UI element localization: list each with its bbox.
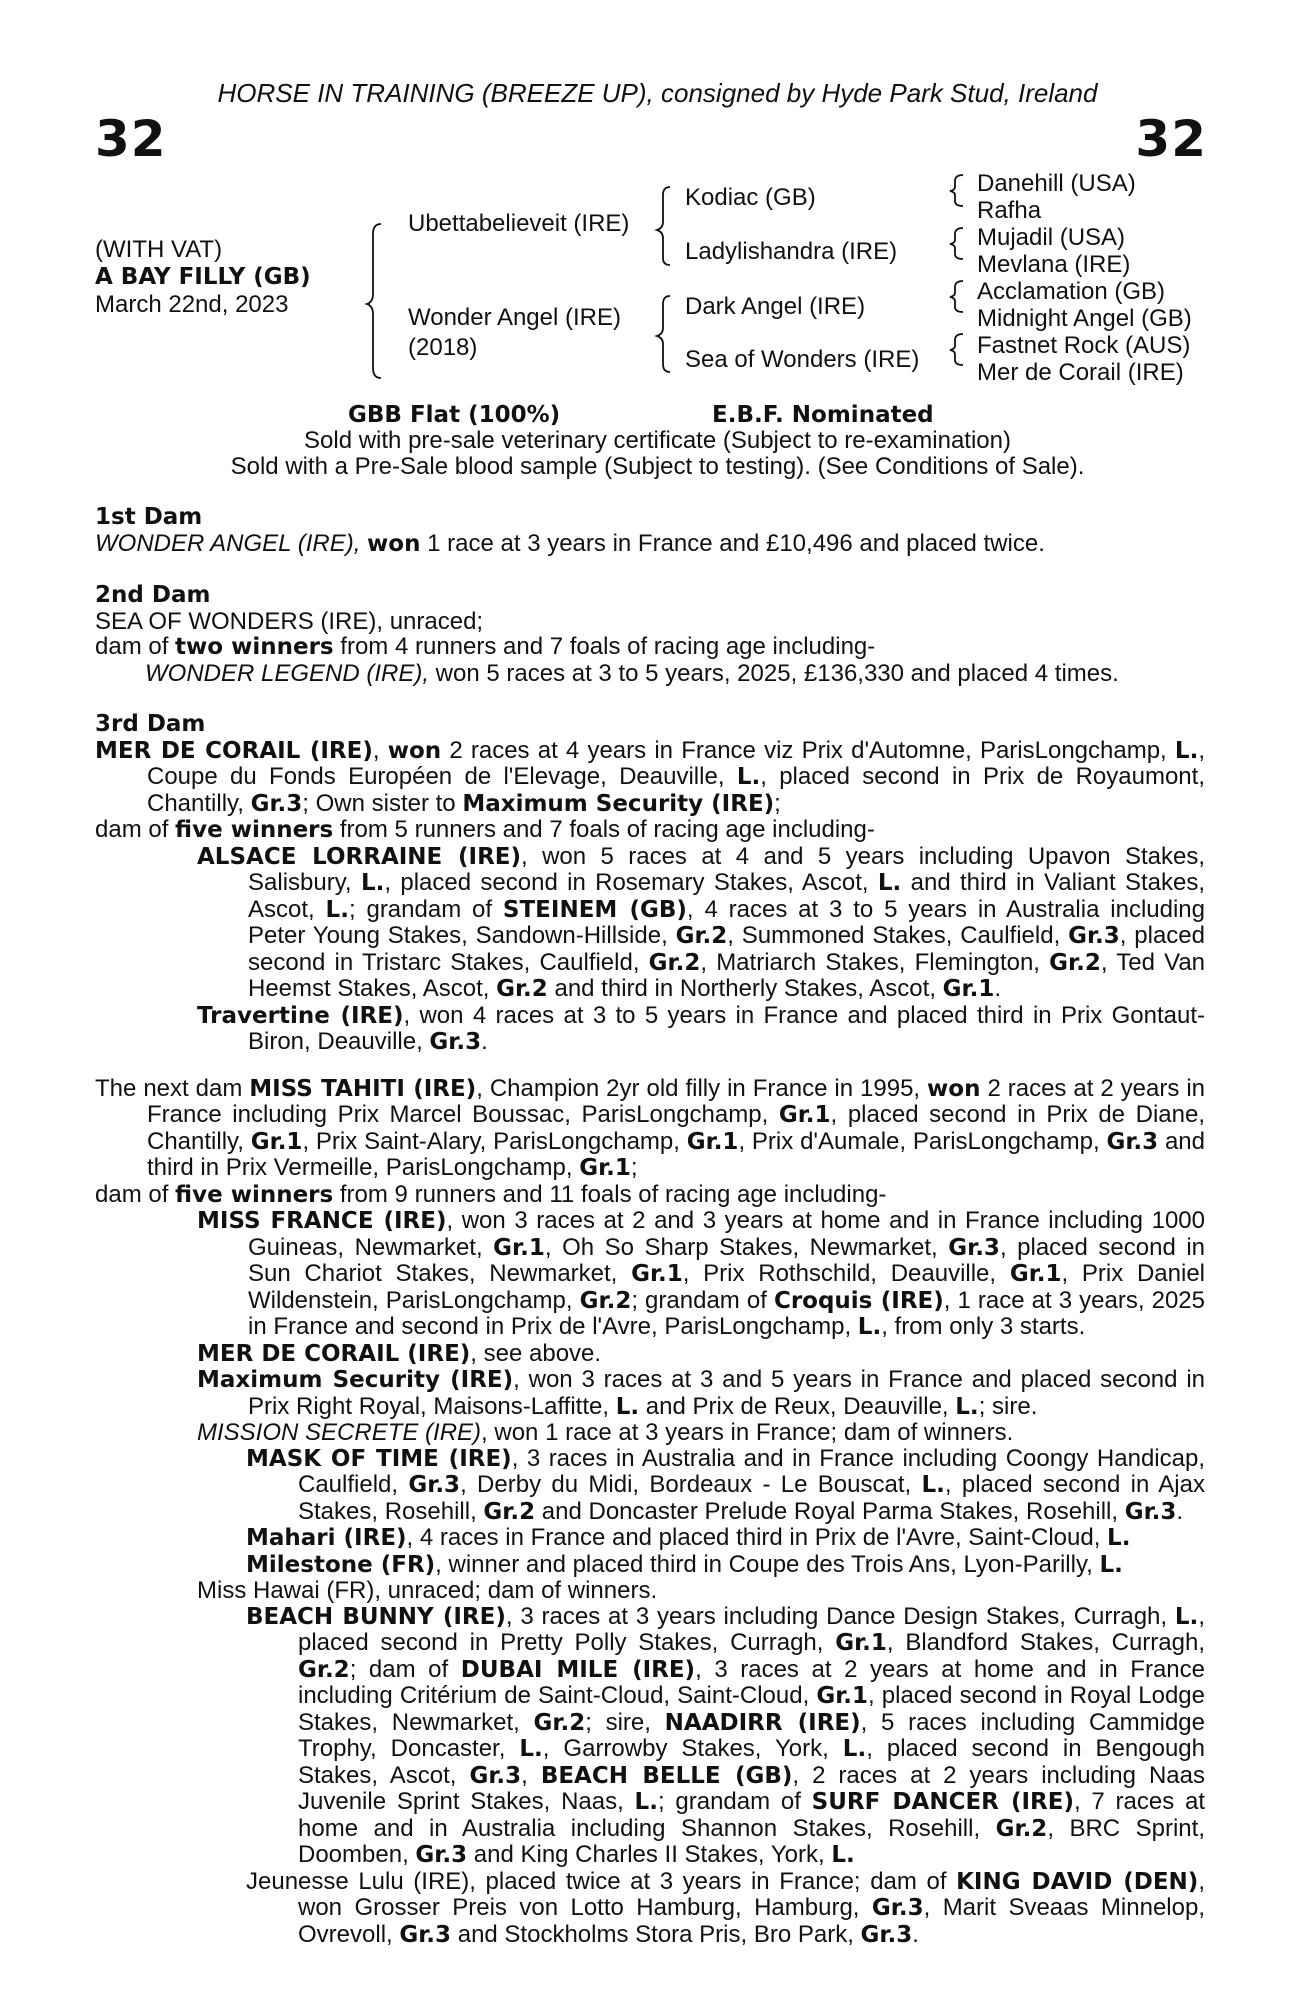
second-dam-progeny — [95, 661, 1205, 687]
sire-dam: Ladylishandra (IRE) — [685, 238, 898, 265]
progeny-mer-de-corail: MER DE CORAIL (IRE), see above. — [197, 1339, 602, 1367]
dam-of-winners: two winners — [175, 634, 334, 660]
second-dam-heading: 2nd Dam — [95, 582, 211, 608]
catalogue-body — [95, 505, 1205, 1948]
progeny-maximum-security: Maximum Security (IRE), won 3 races at 3 and 5 years in France and placed second in Prix Right Royal, Maisons-Laffitte, L. and Prix de Reux, Deauville, L.; sire. — [197, 1366, 1205, 1420]
vat-note: (WITH VAT) — [95, 236, 223, 263]
progeny-mahari: Mahari (IRE), 4 races in France and placed third in Prix de l'Avre, Saint-Cloud, L. — [246, 1524, 1131, 1551]
next-dam-produce-summary: dam of five winners from 9 runners and 11 foals of racing age including- — [95, 1180, 887, 1208]
dam-dam-sire: Fastnet Rock (AUS) — [977, 332, 1191, 359]
dam-year: (2018) — [408, 334, 478, 361]
progeny-miss-france: MISS FRANCE (IRE), won 3 races at 2 and 3 years at home and in France including 1000 Guineas, Newmarket, Gr.1, Oh So Sharp Stakes, Newmarket, Gr.3, placed second in Sun Chariot Stakes, Newmarket, Gr.1, Prix Rothschild, Deauville, Gr.1, Prix Daniel Wildenstein, ParisLongchamp, Gr.2; grandam of Croquis (IRE), 1 race at 3 years, 2025 in France and second in Prix de l'Avre, ParisLongchamp, L., from only 3 starts. — [197, 1207, 1206, 1340]
progeny-mission-secrete: MISSION SECRETE (IRE), won 1 race at 3 years in France; dam of winners. — [197, 1419, 1014, 1446]
progeny-beach-bunny: BEACH BUNNY (IRE), 3 races at 3 years including Dance Design Stakes, Curragh, L., placed second in Pretty Polly Stakes, Curragh, Gr.1, Blandford Stakes, Curragh, Gr.2; dam of DUBAI MILE (IRE), 3 races at 2 years at home and in France including Critérium de Saint-Cloud, Saint-Cloud, Gr.1, placed second in Royal Lodge Stakes, Newmarket, Gr.2; sire, NAADIRR (IRE), 5 races including Cammidge Trophy, Doncaster, L., Garrowby Stakes, York, L., placed second in Bengough Stakes, Ascot, Gr.3, BEACH BELLE (GB), 2 races at 2 years including Naas Juvenile Sprint Stakes, Naas, L.; grandam of SURF DANCER (IRE), 7 races at home and in Australia including Shannon Stakes, Rosehill, Gr.2, BRC Sprint, Doomben, Gr.3 and King Charles II Stakes, York, L. — [246, 1602, 1206, 1868]
progeny-name: WONDER LEGEND (IRE), — [145, 659, 430, 687]
progeny-miss-hawai: Miss Hawai (FR), unraced; dam of winners. — [197, 1577, 658, 1604]
gbb-flat-text: GBB Flat (100%) — [348, 402, 561, 428]
progeny-record: won 5 races at 3 to 5 years, 2025, £136,330 and placed 4 times. — [429, 659, 1119, 687]
second-dam-name: SEA OF WONDERS (IRE), unraced; — [95, 607, 484, 635]
progeny-milestone: Milestone (FR), winner and placed third in Coupe des Trois Ans, Lyon-Parilly, L. — [246, 1550, 1123, 1578]
vet-certificate-note: Sold with pre-sale veterinary certificate (Subject to re-examination) — [304, 427, 1011, 454]
second-dam-produce-summary — [95, 634, 1205, 661]
progeny-travertine: Travertine (IRE), won 4 races at 3 to 5 years in France and placed third in Prix Gontaut-Biron, Deauville, Gr.3. — [197, 1001, 1205, 1055]
page-header: HORSE IN TRAINING (BREEZE UP), consigned by Hyde Park Stud, Ireland — [217, 78, 1098, 108]
dam-sire-dam: Midnight Angel (GB) — [977, 305, 1192, 332]
lot-number-left: 32 — [95, 110, 167, 168]
progeny-jeunesse-lulu: Jeunesse Lulu (IRE), placed twice at 3 years in France; dam of KING DAVID (DEN), won Grosser Preis von Lotto Hamburg, Hamburg, Gr.3, Marit Sveaas Minnelop, Ovrevoll, Gr.3 and Stockholms Stora Pris, Bro Park, Gr.3. — [246, 1867, 1205, 1948]
sire: Ubettabelieveit (IRE) — [408, 210, 630, 237]
first-dam-won: won — [367, 530, 421, 557]
dam-dam-dam: Mer de Corail (IRE) — [977, 359, 1184, 386]
dam: Wonder Angel (IRE) — [408, 304, 621, 331]
dam-of-prefix: dam of — [95, 633, 176, 660]
first-dam-text — [95, 531, 1205, 558]
sire-dam-sire: Mujadil (USA) — [977, 224, 1126, 251]
dam-sire: Dark Angel (IRE) — [685, 293, 866, 320]
dam-of-suffix: from 4 runners and 7 foals of racing age including- — [333, 633, 876, 660]
sire-sire-dam: Rafha — [977, 197, 1042, 224]
third-dam-entry: MER DE CORAIL (IRE), won 2 races at 4 years in France viz Prix d'Automne, ParisLongchamp, L., Coupe du Fonds Européen de l'Elevage, Deauville, L., placed second in Prix de Royaumont, Chantilly, Gr.3; Own sister to Maximum Security (IRE); — [95, 736, 1205, 817]
date-of-birth: March 22nd, 2023 — [95, 291, 289, 318]
first-dam-name: WONDER ANGEL (IRE), — [95, 529, 361, 557]
dam-sire-sire: Acclamation (GB) — [977, 278, 1166, 305]
first-dam-record: 1 race at 3 years in France and £10,496 and placed twice. — [420, 529, 1045, 557]
blood-sample-note: Sold with a Pre-Sale blood sample (Subject to testing). (See Conditions of Sale). — [230, 453, 1085, 480]
first-dam-heading: 1st Dam — [95, 504, 203, 530]
lot-number-right: 32 — [1135, 110, 1207, 168]
lot-name-text: A BAY FILLY (GB) — [95, 264, 311, 290]
sire-sire-sire: Danehill (USA) — [977, 170, 1136, 197]
progeny-mask-of-time: MASK OF TIME (IRE), 3 races in Australia and in France including Coongy Handicap, Caulfield, Gr.3, Derby du Midi, Bordeaux - Le Bouscat, L., placed second in Ajax Stakes, Rosehill, Gr.2 and Doncaster Prelude Royal Parma Stakes, Rosehill, Gr.3. — [246, 1444, 1205, 1525]
ebf-note — [712, 402, 934, 428]
sire-sire: Kodiac (GB) — [685, 184, 816, 211]
third-dam-produce-summary: dam of five winners from 5 runners and 7 foals of racing age including- — [95, 816, 875, 843]
dam-dam: Sea of Wonders (IRE) — [685, 346, 920, 373]
ebf-text: E.B.F. Nominated — [712, 402, 934, 428]
gbb-flat-note — [348, 402, 560, 428]
progeny-alsace-lorraine: ALSACE LORRAINE (IRE), won 5 races at 4 and 5 years including Upavon Stakes, Salisbury, L., placed second in Rosemary Stakes, Ascot, L. and third in Valiant Stakes, Ascot, L.; grandam of STEINEM (GB), 4 races at 3 to 5 years in Australia including Peter Young Stakes, Sandown-Hillside, Gr.2, Summoned Stakes, Caulfield, Gr.3, placed second in Tristarc Stakes, Caulfield, Gr.2, Matriarch Stakes, Flemington, Gr.2, Ted Van Heemst Stakes, Ascot, Gr.2 and third in Northerly Stakes, Ascot, Gr.1. — [197, 842, 1206, 1002]
lot-name — [95, 265, 311, 289]
third-dam-heading: 3rd Dam — [95, 711, 206, 737]
sire-dam-dam: Mevlana (IRE) — [977, 251, 1131, 278]
next-dam-entry: The next dam MISS TAHITI (IRE), Champion 2yr old filly in France in 1995, won 2 races at 2 years in France including Prix Marcel Boussac, ParisLongchamp, Gr.1, placed second in Prix de Diane, Chantilly, Gr.1, Prix Saint-Alary, ParisLongchamp, Gr.1, Prix d'Aumale, ParisLongchamp, Gr.3 and third in Prix Vermeille, ParisLongchamp, Gr.1; — [95, 1074, 1206, 1181]
